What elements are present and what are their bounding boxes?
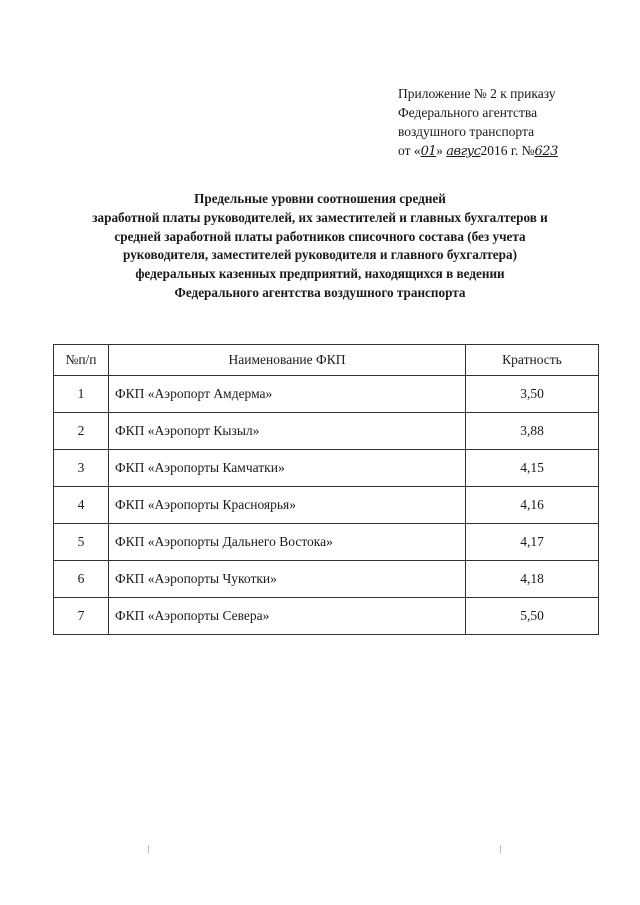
- date-prefix: от «: [398, 143, 421, 158]
- row-name: ФКП «Аэропорты Чукотки»: [109, 561, 466, 598]
- row-name: ФКП «Аэропорт Кызыл»: [109, 413, 466, 450]
- row-ratio: 5,50: [466, 598, 599, 635]
- appendix-header: [398, 84, 558, 161]
- title-line-3: средней заработной платы работников списочного состава (без учета: [114, 228, 526, 244]
- table-row: [54, 413, 599, 450]
- table-row: [54, 376, 599, 413]
- row-number: 3: [54, 450, 109, 487]
- row-number: 1: [54, 376, 109, 413]
- row-number: 5: [54, 524, 109, 561]
- table-header-row: [54, 345, 599, 376]
- row-ratio: 3,50: [466, 376, 599, 413]
- table-row: [54, 561, 599, 598]
- appendix-line-3: воздушного транспорта: [398, 124, 535, 139]
- row-ratio: 4,15: [466, 450, 599, 487]
- appendix-line-2: Федерального агентства: [398, 105, 538, 120]
- row-ratio: 4,16: [466, 487, 599, 524]
- row-name: ФКП «Аэропорты Камчатки»: [109, 450, 466, 487]
- title-line-4: руководителя, заместителей руководителя и главного бухгалтера): [123, 247, 517, 263]
- date-month-handwritten: авгус: [446, 144, 481, 159]
- header-number: №п/п: [54, 345, 109, 376]
- scan-artifacts: [0, 845, 640, 865]
- row-ratio: 4,18: [466, 561, 599, 598]
- row-number: 2: [54, 413, 109, 450]
- date-day-handwritten: 01: [420, 144, 437, 159]
- row-name: ФКП «Аэропорты Севера»: [109, 598, 466, 635]
- row-name: ФКП «Аэропорт Амдерма»: [109, 376, 466, 413]
- appendix-line-1: Приложение № 2 к приказу: [398, 86, 556, 101]
- row-number: 6: [54, 561, 109, 598]
- scan-speck: [148, 845, 149, 853]
- scan-speck: [500, 845, 501, 853]
- row-number: 7: [54, 598, 109, 635]
- title-line-6: Федерального агентства воздушного транспорта: [174, 284, 466, 300]
- row-name: ФКП «Аэропорты Красноярья»: [109, 487, 466, 524]
- header-ratio: Кратность: [466, 345, 599, 376]
- row-name: ФКП «Аэропорты Дальнего Востока»: [109, 524, 466, 561]
- table-row: [54, 487, 599, 524]
- row-number: 4: [54, 487, 109, 524]
- title-line-5: федеральных казенных предприятий, находящихся в ведении: [135, 266, 505, 282]
- row-ratio: 3,88: [466, 413, 599, 450]
- table-row: [54, 450, 599, 487]
- table-row: [54, 598, 599, 635]
- row-ratio: 4,17: [466, 524, 599, 561]
- date-year: 2016 г. №: [480, 143, 535, 158]
- ratio-table: [53, 344, 599, 635]
- title-line-1: Предельные уровни соотношения средней: [194, 191, 446, 206]
- order-number-handwritten: 623: [534, 144, 558, 159]
- title-line-2: заработной платы руководителей, их заместителей и главных бухгалтеров и: [92, 209, 548, 225]
- document-title: [40, 190, 600, 303]
- appendix-date-line: [398, 141, 558, 161]
- date-mid: »: [436, 143, 443, 158]
- table-row: [54, 524, 599, 561]
- header-name: Наименование ФКП: [109, 345, 466, 376]
